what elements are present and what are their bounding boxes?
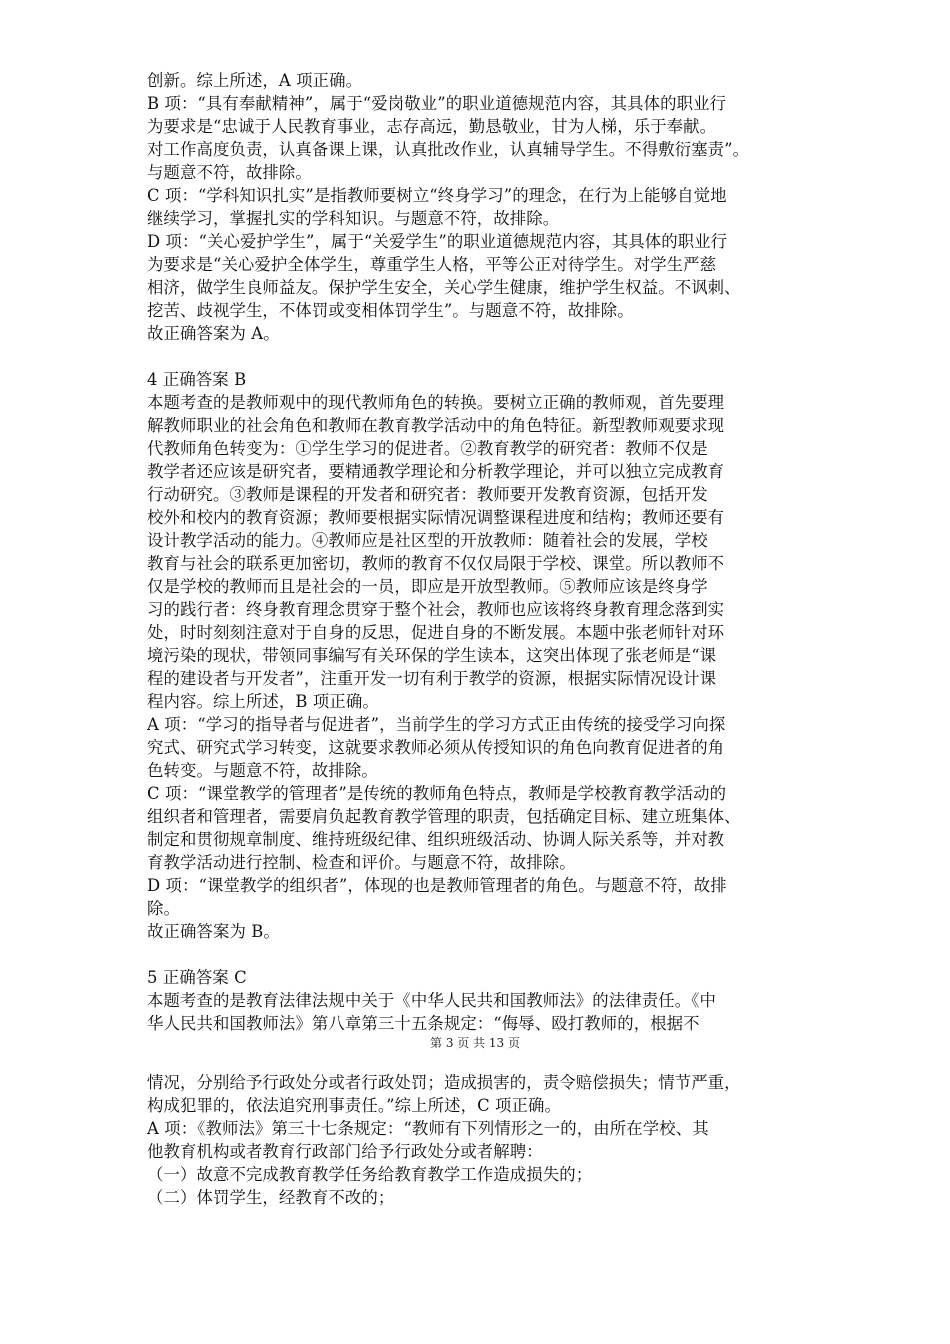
- text-line: 组织者和管理者，需要肩负起教育教学管理的职责，包括确定目标、建立班集体、: [147, 807, 741, 826]
- text-line: 为要求是“关心爱护全体学生，尊重学生人格，平等公正对待学生。对学生严慈: [147, 255, 717, 274]
- text-line: 创新。综上所述，A 项正确。: [147, 71, 363, 90]
- text-line: 继续学习，掌握扎实的学科知识。与题意不符，故排除。: [147, 209, 560, 228]
- page-number-footer: 第 3 页 共 13 页: [430, 1036, 520, 1050]
- text-line: （一）故意不完成教育教学任务给教育教学工作造成损失的；: [147, 1165, 593, 1184]
- text-line: 境污染的现状，带领同事编写有关环保的学生读本，这突出体现了张老师是“课: [147, 646, 717, 665]
- text-line: 校外和校内的教育资源；教师要根据实际情况调整课程进度和结构；教师还要有: [147, 508, 725, 527]
- text-line: 处，时时刻刻注意对于自身的反思，促进自身的不断发展。本题中张老师针对环: [147, 623, 725, 642]
- text-line: 习的践行者：终身教育理念贯穿于整个社会，教师也应该将终身教育理念落到实: [147, 600, 725, 619]
- text-line: 程的建设者与开发者”，注重开发一切有利于教学的资源，根据实际情况设计课: [147, 669, 717, 688]
- blank-line: [147, 345, 805, 368]
- text-line: 5 正确答案 C: [147, 968, 247, 987]
- text-line: 华人民共和国教师法》第八章第三十五条规定：“侮辱、殴打教师的，根据不: [147, 1014, 700, 1033]
- text-line: 他教育机构或者教育行政部门给予行政处分或者解聘：: [147, 1142, 543, 1161]
- text-line: 为要求是“忠诚于人民教育事业，志存高远，勤恳敬业，甘为人梯，乐于奉献。: [147, 117, 717, 136]
- text-line: 与题意不符，故排除。: [147, 163, 312, 182]
- text-line: D 项：“课堂教学的组织者”，体现的也是教师管理者的角色。与题意不符，故排: [147, 876, 727, 895]
- text-line: 故正确答案为 A。: [147, 324, 280, 343]
- text-line: （二）体罚学生，经教育不改的；: [147, 1188, 395, 1207]
- text-line: 相济，做学生良师益友。保护学生安全，关心学生健康，维护学生权益。不讽刺、: [147, 278, 741, 297]
- text-line: A 项：《教师法》第三十七条规定：“教师有下列情形之一的，由所在学校、其: [147, 1119, 709, 1138]
- text-line: B 项：“具有奉献精神”，属于“爱岗敬业”的职业道德规范内容，其具体的职业行: [147, 94, 727, 113]
- text-line: 除。: [147, 899, 180, 918]
- text-line: 制定和贯彻规章制度、维持班级纪律、组织班级活动、协调人际关系等，并对教: [147, 830, 725, 849]
- page-4-body: [147, 1071, 805, 1209]
- text-line: 究式、研究式学习转变，这就要求教师必须从传授知识的角色向教育促进者的角: [147, 738, 725, 757]
- text-line: 代教师角色转变为：①学生学习的促进者。②教育教学的研究者：教师不仅是: [147, 439, 708, 458]
- text-line: 本题考查的是教育法律法规中关于《中华人民共和国教师法》的法律责任。《中: [147, 991, 716, 1010]
- text-line: 色转变。与题意不符，故排除。: [147, 761, 378, 780]
- text-line: C 项：“课堂教学的管理者”是传统的教师角色特点，教师是学校教育教学活动的: [147, 784, 727, 803]
- text-line: 设计教学活动的能力。④教师应是社区型的开放教师：随着社会的发展，学校: [147, 531, 708, 550]
- text-line: 仅是学校的教师而且是社会的一员，即应是开放型教师。⑤教师应该是终身学: [147, 577, 708, 596]
- text-line: 行动研究。③教师是课程的开发者和研究者：教师要开发教育资源，包括开发: [147, 485, 708, 504]
- page-3-body: [147, 69, 805, 1035]
- text-line: 育教学活动进行控制、检查和评价。与题意不符，故排除。: [147, 853, 576, 872]
- text-line: 教育与社会的联系更加密切，教师的教育不仅仅局限于学校、课堂。所以教师不: [147, 554, 725, 573]
- text-line: 对工作高度负责，认真备课上课，认真批改作业，认真辅导学生。不得敷衍塞责”。: [147, 140, 750, 159]
- text-line: C 项：“学科知识扎实”是指教师要树立“终身学习”的理念，在行为上能够自觉地: [147, 186, 727, 205]
- text-line: 4 正确答案 B: [147, 370, 247, 389]
- text-line: D 项：“关心爱护学生”，属于“关爱学生”的职业道德规范内容，其具体的职业行: [147, 232, 728, 251]
- blank-line: [147, 943, 805, 966]
- text-line: 故正确答案为 B。: [147, 922, 280, 941]
- text-line: 挖苦、歧视学生，不体罚或变相体罚学生”。与题意不符，故排除。: [147, 301, 634, 320]
- text-line: 本题考查的是教师观中的现代教师角色的转换。要树立正确的教师观，首先要理: [147, 393, 725, 412]
- text-line: 解教师职业的社会角色和教师在教育教学活动中的角色特征。新型教师观要求现: [147, 416, 725, 435]
- text-line: 教学者还应该是研究者，要精通教学理论和分析教学理论，并可以独立完成教育: [147, 462, 725, 481]
- text-line: A 项：“学习的指导者与促进者”，当前学生的学习方式正由传统的接受学习向探: [147, 715, 726, 734]
- text-line: 构成犯罪的，依法追究刑事责任。”综上所述，C 项正确。: [147, 1096, 562, 1115]
- text-line: 情况，分别给予行政处分或者行政处罚；造成损害的，责令赔偿损失；情节严重，: [147, 1073, 741, 1092]
- text-line: 程内容。综上所述，B 项正确。: [147, 692, 379, 711]
